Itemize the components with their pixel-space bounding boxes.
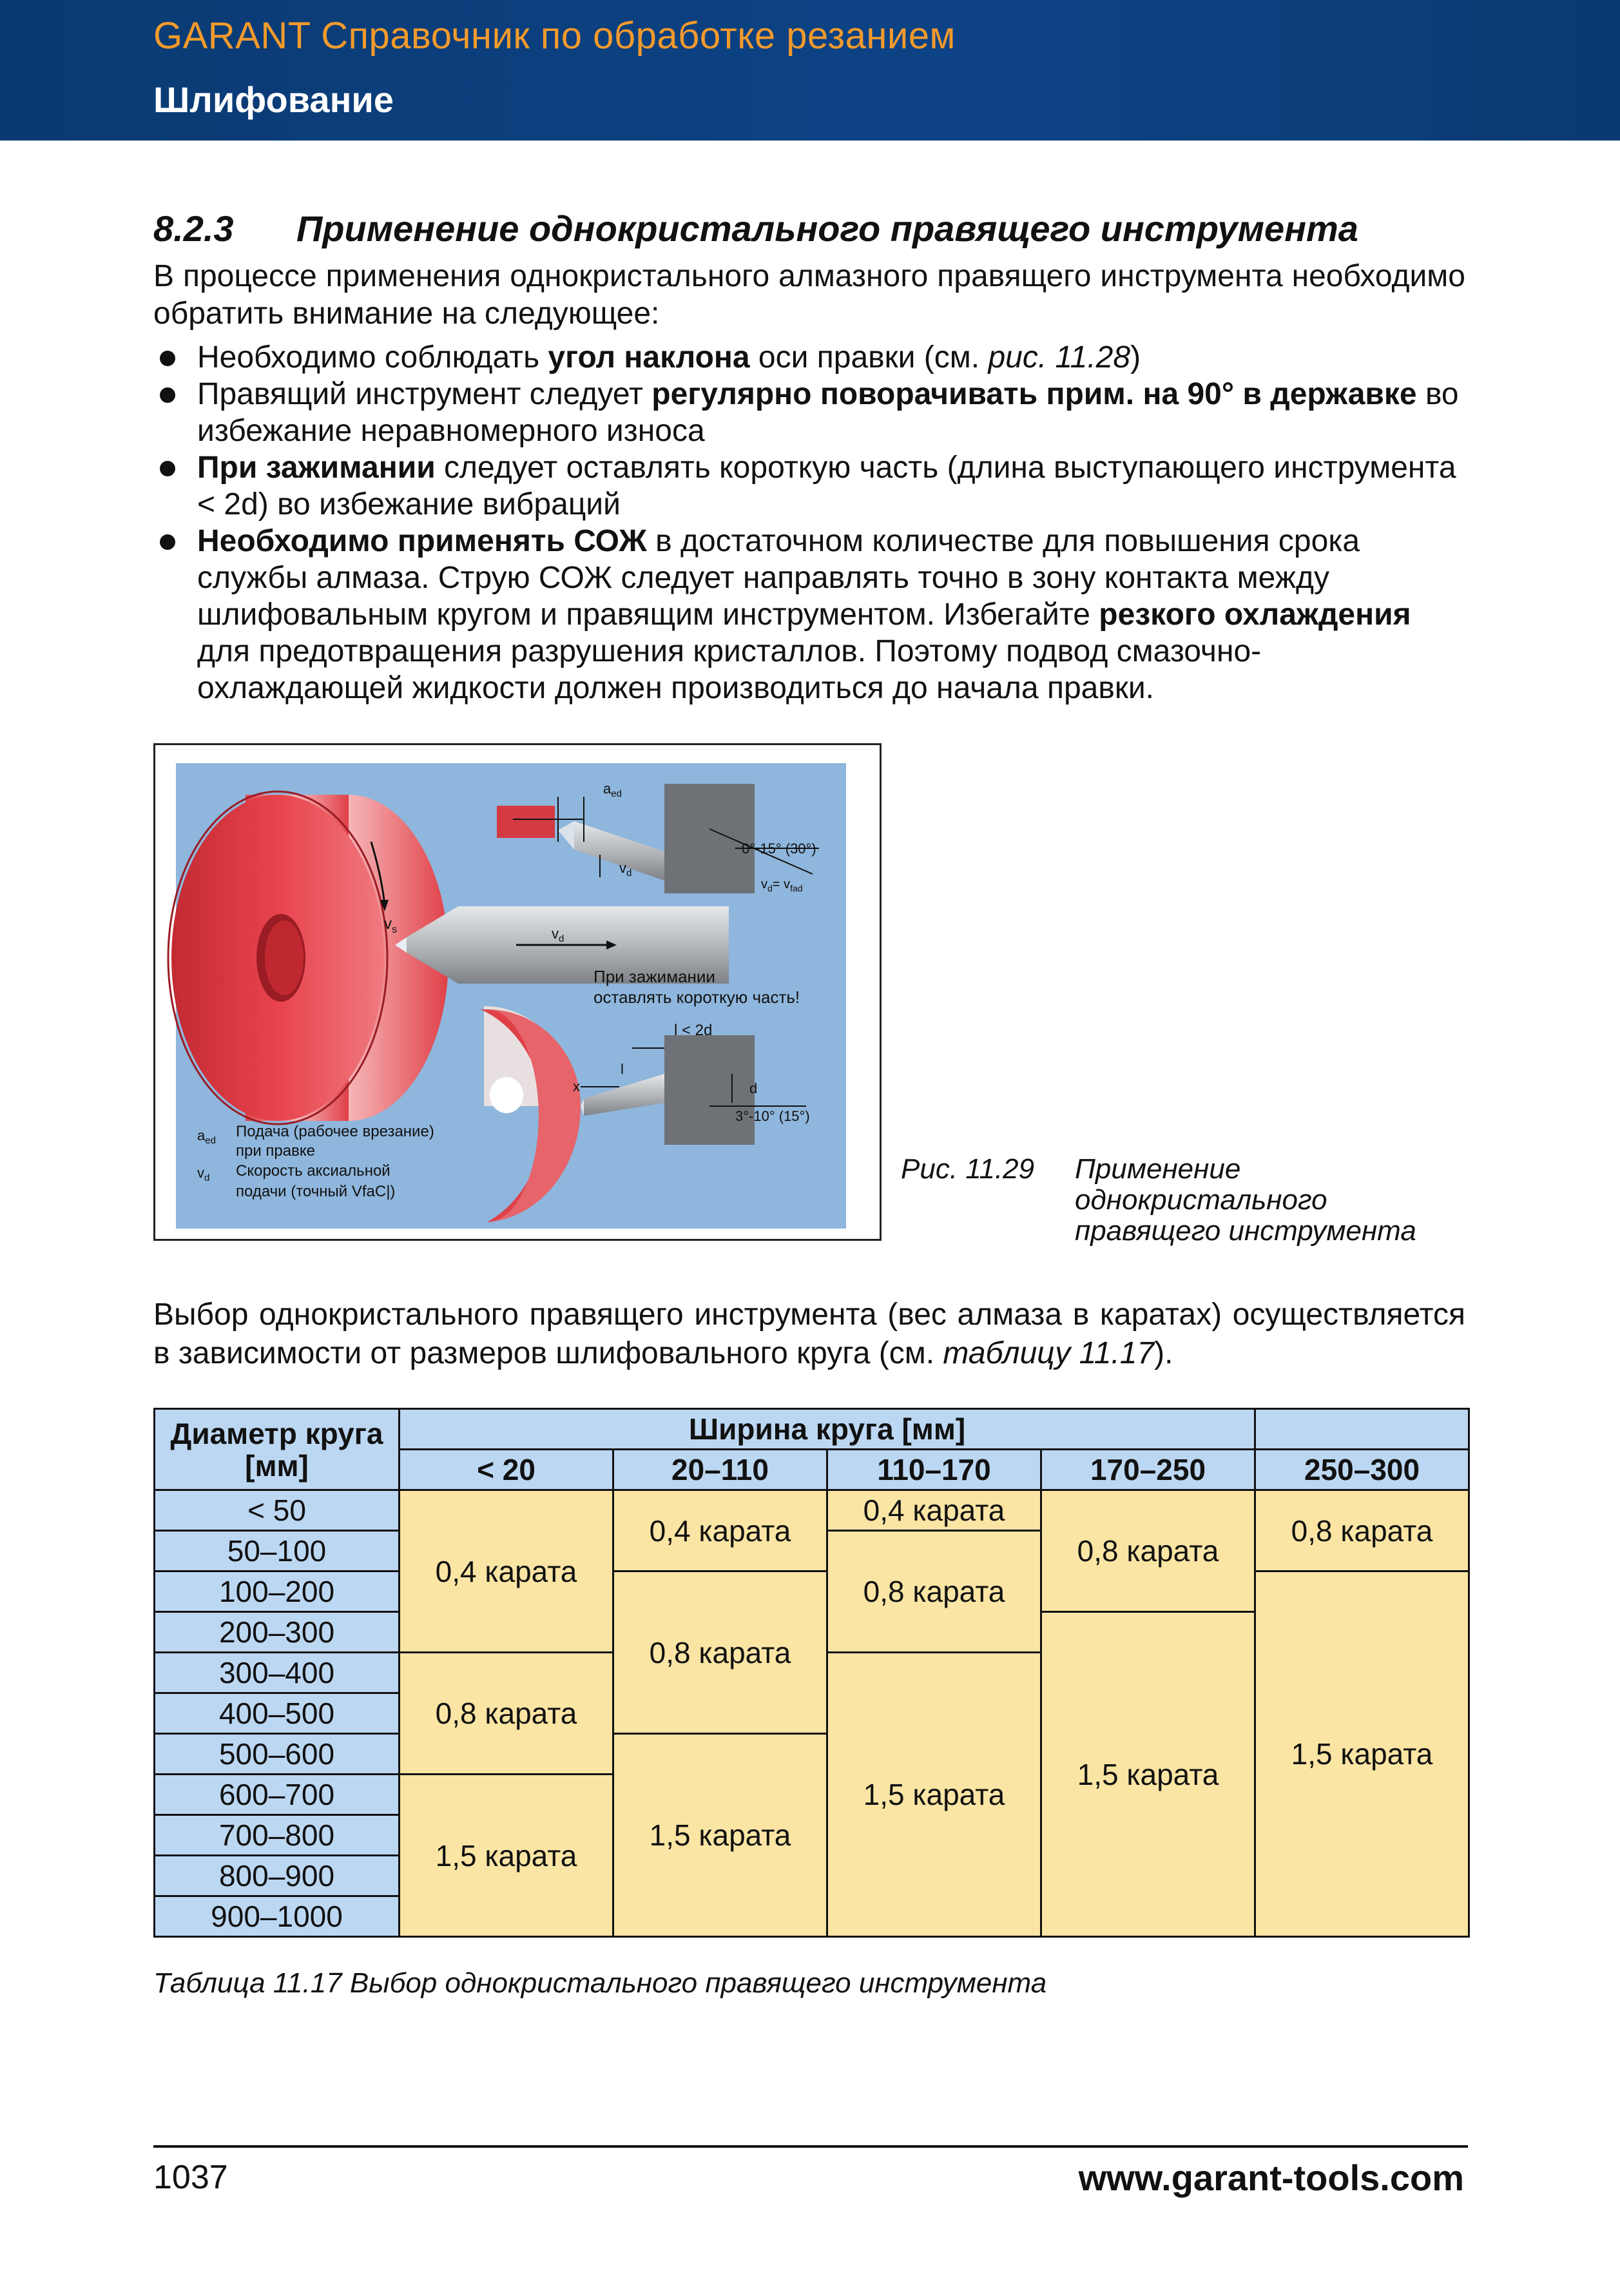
website-link[interactable]: www.garant-tools.com bbox=[1078, 2157, 1464, 2198]
legend-aed-line-2: при правке bbox=[236, 1142, 315, 1160]
value-cell: 0,4 карата bbox=[400, 1490, 613, 1653]
width-header-empty bbox=[1255, 1409, 1469, 1450]
svg-text:x: x bbox=[573, 1078, 580, 1094]
figure-frame bbox=[153, 743, 882, 1241]
section-heading bbox=[153, 208, 1358, 249]
value-cell: 1,5 карата bbox=[613, 1734, 827, 1937]
width-col-2: 20–110 bbox=[613, 1450, 827, 1490]
svg-text:l: l bbox=[621, 1061, 624, 1077]
diameter-cell: < 50 bbox=[155, 1490, 400, 1531]
diameter-cell: 900–1000 bbox=[155, 1896, 400, 1937]
bullet-text-part: ) bbox=[1130, 340, 1141, 375]
legend-aed-line-1: Подача (рабочее врезание) bbox=[236, 1123, 434, 1140]
legend-vd-line-2: подачи (точный VfaC|) bbox=[236, 1183, 396, 1200]
bullet-text-part: в достаточном количестве для повышения срока службы алмаза. Струю СОЖ следует направлять точно в зону контакта между шлифовальным кругом и правящим инструментом. Избегайте bbox=[197, 524, 1360, 632]
bullet-text-part: рис. 11.28 bbox=[988, 340, 1131, 375]
header-title: GARANT Справочник по обработке резанием bbox=[153, 15, 956, 57]
value-cell: 1,5 карата bbox=[827, 1653, 1041, 1937]
svg-text:vd= vfad: $v_d= v_{fad}$ bbox=[761, 877, 803, 893]
table-reference: таблицу 11.17 bbox=[943, 1336, 1155, 1370]
diameter-cell: 800–900 bbox=[155, 1856, 400, 1896]
figure-caption-number: Рис. 11.29 bbox=[901, 1153, 1035, 1185]
angle-label-1: 0°-15° (30°) bbox=[742, 841, 816, 857]
svg-text:vd: $v_d$ bbox=[619, 860, 632, 879]
bullet-text-part: резкого охлаждения bbox=[1099, 598, 1411, 632]
bullet-text-part: Правящий инструмент следует bbox=[197, 377, 652, 411]
bullet-list bbox=[153, 339, 1465, 706]
bullet-item bbox=[153, 339, 1465, 376]
grinding-wheel bbox=[168, 792, 448, 1124]
diamond-selection-table bbox=[153, 1408, 1470, 1938]
value-cell: 1,5 карата bbox=[1255, 1571, 1469, 1937]
angle-label-2: 3°-10° (15°) bbox=[735, 1108, 810, 1124]
svg-text:d: d bbox=[749, 1080, 758, 1096]
diameter-cell: 200–300 bbox=[155, 1612, 400, 1653]
svg-text:vd: $v_d$ bbox=[197, 1165, 210, 1183]
diameter-cell: 600–700 bbox=[155, 1775, 400, 1815]
bullet-item bbox=[153, 376, 1465, 449]
footer-divider bbox=[153, 2145, 1468, 2148]
value-cell: 0,8 карата bbox=[400, 1653, 613, 1775]
value-cell: 0,4 карата bbox=[613, 1490, 827, 1571]
width-col-5: 250–300 bbox=[1255, 1450, 1469, 1490]
svg-text:vd: $v_d$ bbox=[552, 926, 564, 944]
figure-caption-text: Применение однокристального правящего инструмента bbox=[1075, 1153, 1416, 1247]
value-cell: 0,4 карата bbox=[827, 1490, 1041, 1531]
svg-text:aed: $a_{ed}$ bbox=[603, 781, 622, 799]
bullet-dot-icon bbox=[160, 351, 175, 366]
table-caption: Таблица 11.17 Выбор однокристального правящего инструмента bbox=[153, 1967, 1047, 1999]
diameter-cell: 50–100 bbox=[155, 1531, 400, 1571]
bullet-text-part: регулярно поворачивать прим. на 90° в державке bbox=[651, 377, 1417, 411]
legend-vd-line-1: Скорость аксиальной bbox=[236, 1162, 391, 1180]
diameter-cell: 100–200 bbox=[155, 1571, 400, 1612]
value-cell: 0,8 карата bbox=[613, 1571, 827, 1734]
bullet-text-part: При зажимании bbox=[197, 451, 436, 485]
diameter-cell: 400–500 bbox=[155, 1693, 400, 1734]
value-cell: 0,8 карата bbox=[1041, 1490, 1255, 1612]
selection-paragraph: Выбор однокристального правящего инструмента (вес алмаза в каратах) осуществляется в зависимости от размеров шлифовального круга (см. таблицу 11.17). bbox=[153, 1298, 1465, 1370]
value-cell: 0,8 карата bbox=[1255, 1490, 1469, 1571]
bullet-text-part: угол наклона bbox=[548, 340, 750, 375]
bullet-text-part: во избежание неравномерного износа bbox=[197, 377, 1459, 448]
dressing-tool-illustration bbox=[155, 745, 880, 1239]
bullet-dot-icon bbox=[160, 461, 175, 476]
value-cell: 0,8 карата bbox=[827, 1531, 1041, 1653]
section-number: 8.2.3 bbox=[153, 208, 234, 249]
bullet-dot-icon bbox=[160, 534, 175, 550]
diameter-cell: 300–400 bbox=[155, 1653, 400, 1693]
value-cell: 1,5 карата bbox=[400, 1775, 613, 1937]
value-cell: 1,5 карата bbox=[1041, 1612, 1255, 1937]
clamp-note-line-2: оставлять короткую часть! bbox=[593, 987, 800, 1007]
bullet-text-part: следует оставлять короткую часть (длина выступающего инструмента < 2d) во избежание вибраций bbox=[197, 451, 1456, 521]
header-subtitle: Шлифование bbox=[153, 79, 394, 120]
page-header bbox=[0, 0, 1620, 141]
width-col-3: 110–170 bbox=[827, 1450, 1041, 1490]
bullet-item bbox=[153, 449, 1465, 523]
bullet-dot-icon bbox=[160, 387, 175, 403]
clamp-note-line-1: При зажимании bbox=[593, 967, 715, 986]
bullet-text-part: оси правки (см. bbox=[749, 340, 988, 375]
svg-text:aed: $a_{ed}$ bbox=[197, 1127, 216, 1146]
bullet-text-part: для предотвращения разрушения кристаллов. Поэтому подвод смазочно-охлаждающей жидкости должен производиться до начала правки. bbox=[197, 634, 1262, 705]
page-number: 1037 bbox=[153, 2159, 228, 2196]
svg-text:vs: $v_s$ bbox=[384, 915, 397, 935]
section-title: Применение однокристального правящего инструмента bbox=[296, 208, 1358, 249]
width-header: Ширина круга [мм] bbox=[400, 1409, 1255, 1450]
bullet-text-part: Необходимо применять СОЖ bbox=[197, 524, 647, 558]
l-lt-2d-label: l < 2d bbox=[674, 1022, 713, 1039]
bullet-text-part: Необходимо соблюдать bbox=[197, 340, 548, 375]
intro-paragraph: В процессе применения однокристального алмазного правящего инструмента необходимо обратить внимание на следующее: bbox=[153, 259, 1465, 331]
bullet-item bbox=[153, 523, 1465, 706]
diameter-header: Диаметр круга [мм] bbox=[155, 1409, 400, 1490]
diameter-cell: 500–600 bbox=[155, 1734, 400, 1775]
width-col-1: < 20 bbox=[400, 1450, 613, 1490]
diameter-cell: 700–800 bbox=[155, 1815, 400, 1856]
width-col-4: 170–250 bbox=[1041, 1450, 1255, 1490]
